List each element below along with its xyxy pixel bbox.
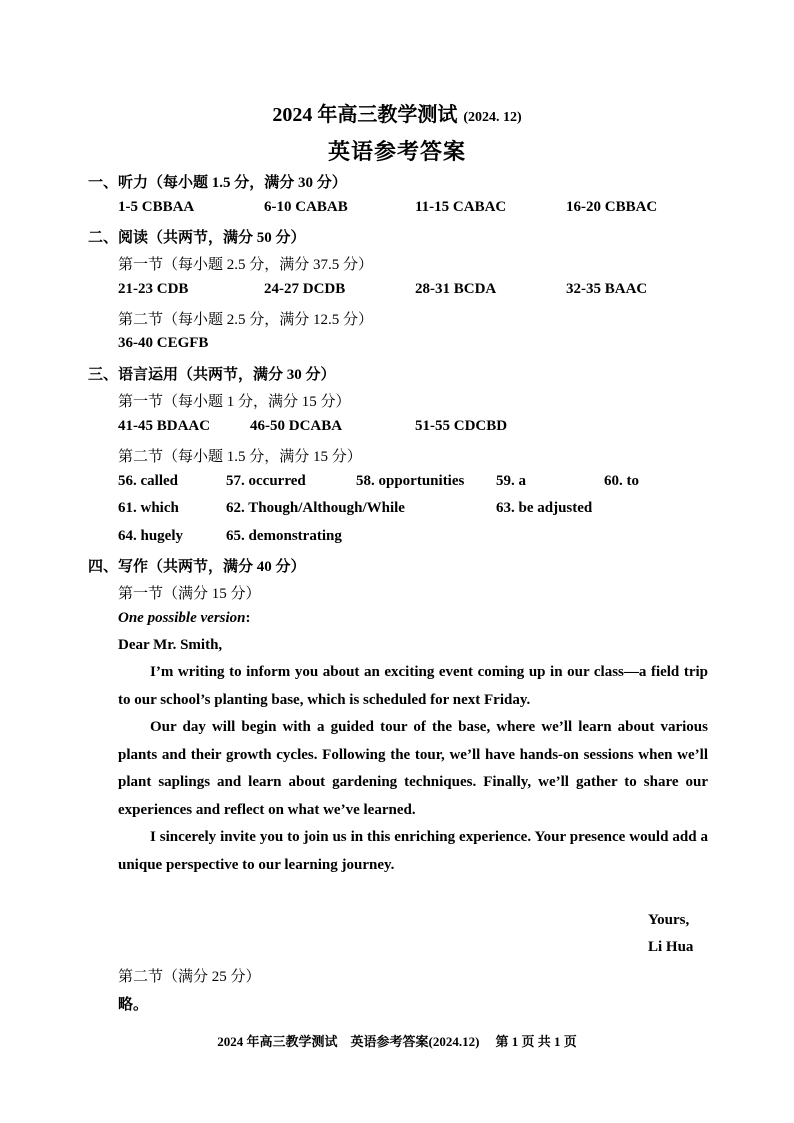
title-date: (2024. 12)	[463, 110, 522, 125]
answer-item: 62. Though/Although/While	[226, 500, 405, 516]
version-label: One possible version:	[118, 610, 251, 626]
letter-paragraph-text: I sincerely invite you to join us in this enriching experience. Your presence would add a unique perspective to our learning journey.	[118, 829, 708, 873]
answer-group: 11-15 CABAC	[415, 199, 507, 215]
language-part1-heading: 第一节（每小题 1 分，满分 15 分）	[118, 394, 351, 410]
answer-group: 6-10 CABAB	[264, 199, 348, 215]
answer-item: 58. opportunities	[356, 473, 465, 489]
footer-title: 2024 年高三教学测试 英语参考答案(2024.12)	[217, 1034, 480, 1049]
letter-paragraph	[118, 714, 708, 824]
letter-paragraph-text: Our day will begin with a guided tour of the base, where we’ll learn about various plants and their growth cycles. Following the tour, we’ll have hands-on sessions when we’ll plant saplings and learn about gardening techniques. Finally, we’ll gather to share our experiences and reflect on what we’ve learned.	[118, 719, 708, 818]
writing-part1-heading: 第一节（满分 15 分）	[118, 586, 261, 602]
letter-salutation: Dear Mr. Smith,	[118, 637, 223, 653]
answer-group: 51-55 CDCBD	[415, 418, 508, 434]
letter-paragraph-text: I’m writing to inform you about an exciting event coming up in our class—a field trip to our school’s planting base, which is scheduled for next Friday.	[118, 664, 708, 708]
section-reading-heading: 二、阅读（共两节，满分 50 分）	[88, 230, 306, 246]
answer-group: 36-40 CEGFB	[118, 335, 209, 351]
writing-part2-content: 略。	[118, 997, 149, 1013]
answer-item: 63. be adjusted	[496, 500, 593, 516]
writing-part2-heading: 第二节（满分 25 分）	[118, 969, 261, 985]
answer-group: 28-31 BCDA	[415, 281, 497, 297]
section-language-heading: 三、语言运用（共两节，满分 30 分）	[88, 367, 336, 383]
answer-item: 61. which	[118, 500, 179, 516]
letter-paragraph	[118, 659, 708, 714]
answer-group: 41-45 BDAAC	[118, 418, 211, 434]
page-subtitle: 英语参考答案	[327, 139, 466, 164]
answer-group: 16-20 CBBAC	[566, 199, 658, 215]
language-part2-heading: 第二节（每小题 1.5 分，满分 15 分）	[118, 449, 362, 465]
page-title	[0, 98, 794, 127]
answer-item: 60. to	[604, 473, 639, 489]
answer-item: 64. hugely	[118, 528, 184, 544]
version-label-text: One possible version	[118, 610, 246, 626]
answer-group: 32-35 BAAC	[566, 281, 648, 297]
section-listening-heading: 一、听力（每小题 1.5 分，满分 30 分）	[88, 175, 347, 191]
page-footer	[0, 1031, 794, 1050]
answer-group: 1-5 CBBAA	[118, 199, 195, 215]
answer-group: 46-50 DCABA	[250, 418, 343, 434]
answer-item: 56. called	[118, 473, 178, 489]
answer-item: 57. occurred	[226, 473, 306, 489]
section-writing-heading: 四、写作（共两节，满分 40 分）	[88, 559, 306, 575]
letter-signature: Li Hua	[648, 939, 694, 955]
reading-part2-heading: 第二节（每小题 2.5 分，满分 12.5 分）	[118, 312, 374, 328]
letter-closing: Yours,	[648, 912, 690, 928]
letter-paragraph	[118, 824, 708, 879]
answer-item: 59. a	[496, 473, 526, 489]
title-main: 2024 年高三教学测试	[272, 104, 458, 126]
reading-part1-heading: 第一节（每小题 2.5 分，满分 37.5 分）	[118, 257, 374, 273]
answer-item: 65. demonstrating	[226, 528, 342, 544]
footer-page-number: 第 1 页 共 1 页	[495, 1034, 577, 1049]
answer-group: 21-23 CDB	[118, 281, 189, 297]
answer-group: 24-27 DCDB	[264, 281, 346, 297]
